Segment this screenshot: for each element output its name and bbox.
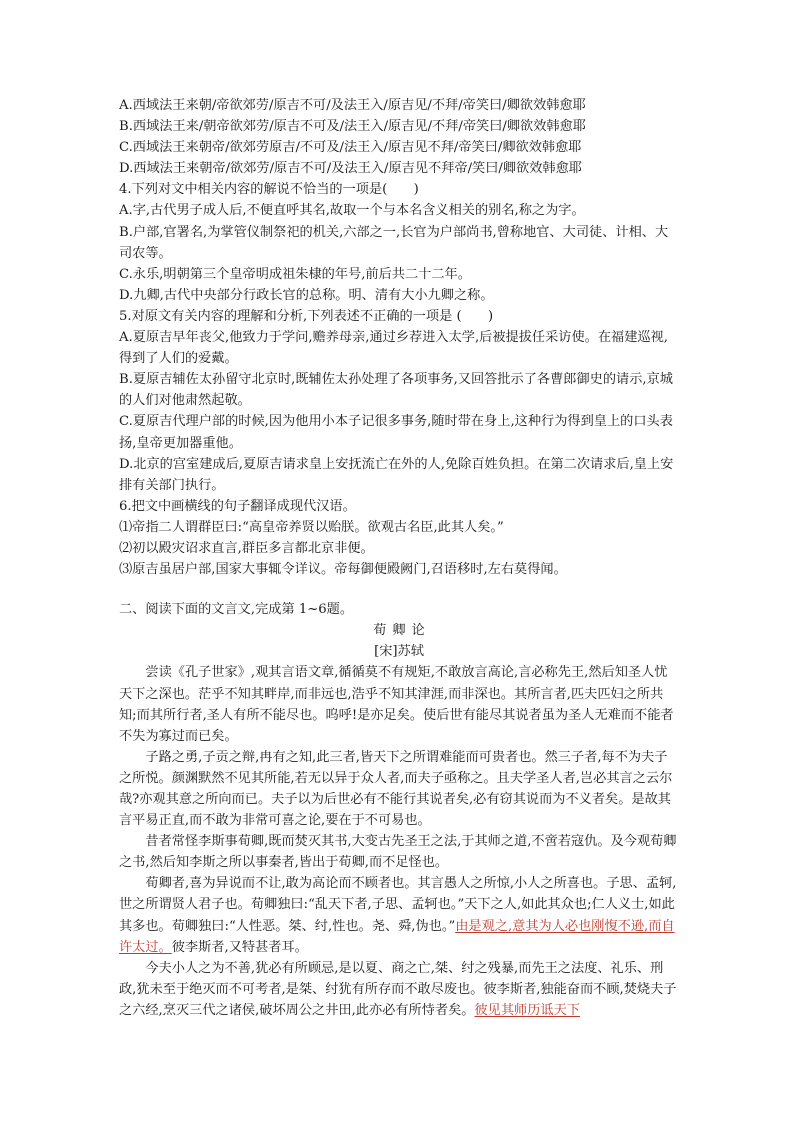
section-heading: 二、阅读下面的文言文,完成第 1~6题。: [119, 602, 354, 618]
option-b: B.夏原吉辅佐太孙留守北京时,既辅佐太孙处理了各项事务,又回答批示了各曹郎御史的请示,京城的人们对他肃然起敬。: [119, 372, 673, 409]
underlined-sentence: 由是观之,意其为人必也刚愎不逊,而自许太过。: [119, 918, 675, 955]
paragraph-text: 彼李斯者,又特甚者耳。: [171, 939, 308, 955]
question-stem: 5.对原文有关内容的理解和分析,下列表述不正确的一项是 ( ): [119, 308, 494, 324]
translation-item-1: ⑴帝指二人谓群臣曰:“高皇帝养贤以贻朕。欲观古名臣,此其人矣。”: [119, 519, 504, 535]
option-a: A.西域法王来朝/帝欲郊劳/原吉不可/及法王入/原吉见/不拜/帝笑曰/卿欲效韩愈耶: [119, 98, 586, 113]
section-gap: [119, 580, 679, 599]
passage-paragraph-4: [119, 873, 679, 957]
question-5: [119, 306, 679, 496]
document-body: [119, 95, 679, 1021]
passage-paragraph-5: [119, 958, 679, 1021]
option-b: B.户部,官署名,为掌管仪制祭祀的机关,六部之一,长官为户部尚书,曾称地官、大司徒、计相、大司农等。: [119, 224, 669, 261]
option-c: C.西域法王来朝帝/欲郊劳原吉/不可及/法王入/原吉见不拜/帝笑曰/卿欲效韩愈耶: [119, 140, 582, 156]
passage-paragraph-1: 尝读《孔子世家》,观其言语文章,循循莫不有规矩,不敢放言高论,言必称先王,然后知圣人忧天下之深也。茫乎不知其畔岸,而非远也,浩乎不知其津涯,而非深也。其所言者,匹夫匹妇之所共知;而其所行者,圣人有所不能尽也。呜呼!是亦足矣。使后世有能尽其说者虽为圣人无难而不能者不失为寡过而已矣。: [119, 665, 674, 744]
question-4: [119, 179, 679, 306]
question-stem: 4.下列对文中相关内容的解说不恰当的一项是( ): [119, 182, 419, 198]
option-d: D.九卿,古代中央部分行政长官的总称。明、清有大小九卿之称。: [119, 287, 494, 303]
option-d: D.西域法王来朝帝/欲郊劳/原吉不可/及法王入/原吉见不拜帝/笑曰/卿欲效韩愈耶: [119, 161, 582, 177]
passage-author: [宋]苏轼: [374, 644, 424, 660]
translation-item-3: ⑶原吉虽居户部,国家大事辄令详议。帝每御便殿阙门,召语移时,左右莫得闻。: [119, 562, 567, 578]
question-6: [119, 496, 679, 580]
option-d: D.北京的宫室建成后,夏原吉请求皇上安抚流亡在外的人,免除百姓负担。在第二次请求后,皇上安排有关部门执行。: [119, 456, 674, 493]
question-3-options: [119, 95, 679, 179]
passage-title: 荀卿论: [373, 623, 431, 639]
option-c: C.永乐,明朝第三个皇帝明成祖朱棣的年号,前后共二十二年。: [119, 266, 471, 282]
passage-paragraph-2: 子路之勇,子贡之辩,冉有之知,此三者,皆天下之所谓难能而可贵者也。然三子者,每不为夫子之所悦。颜渊默然不见其所能,若无以异于众人者,而夫子亟称之。且夫学圣人者,岂必其言之云尔哉?亦观其意之所向而已。夫子以为后世必有不能行其说者矣,必有窃其说而为不义者矣。是故其言平易正直,而不敢为非常可喜之论,要在于不可易也。: [119, 749, 673, 829]
underlined-sentence: 彼见其师历诋天下: [474, 1002, 580, 1018]
question-stem: 6.把文中画横线的句子翻译成现代汉语。: [119, 498, 356, 514]
option-a: A.夏原吉早年丧父,他致力于学问,赡养母亲,通过乡荐进入太学,后被提拔任采访使。在福建巡视,得到了人们的爱戴。: [119, 330, 668, 367]
option-c: C.夏原吉代理户部的时候,因为他用小本子记很多事务,随时带在身上,这种行为得到皇上的口头表扬,皇帝更加器重他。: [119, 414, 673, 451]
paragraph-text: 荀卿者,喜为异说而不让,敢为高论而不顾者也。其言愚人之所惊,小人之所喜也。子思、孟轲,世之所谓贤人君子也。荀卿独曰:“乱天下者,子思、孟轲也。”天下之人,如此其众也;仁人义士,如此其多也。荀卿独曰:“人性恶。桀、纣,性也。尧、舜,伪也。”: [119, 876, 677, 934]
option-a: A.字,古代男子成人后,不便直呼其名,故取一个与本名含义相关的别名,称之为字。: [119, 203, 585, 219]
paragraph-text: 今夫小人之为不善,犹必有所顾忌,是以夏、商之亡,桀、纣之残暴,而先王之法度、礼乐、刑政,犹未至于绝灭而不可考者,是桀、纣犹有所存而不敢尽废也。彼李斯者,独能奋而不顾,焚烧夫子之六经,烹灭三代之诸侯,破坏周公之井田,此亦必有所恃者矣。: [119, 960, 677, 1018]
option-b: B.西域法王来/朝帝欲郊劳/原吉不可及/法王入/原吉见/不拜/帝笑曰/卿欲效韩愈耶: [119, 119, 586, 135]
passage-paragraph-3: 昔者常怪李斯事荀卿,既而焚灭其书,大变古先圣王之法,于其师之道,不啻若寇仇。及今观荀卿之书,然后知李斯之所以事秦者,皆出于荀卿,而不足怪也。: [119, 834, 677, 871]
translation-item-2: ⑵初以殿灾诏求直言,群臣多言都北京非便。: [119, 540, 374, 556]
